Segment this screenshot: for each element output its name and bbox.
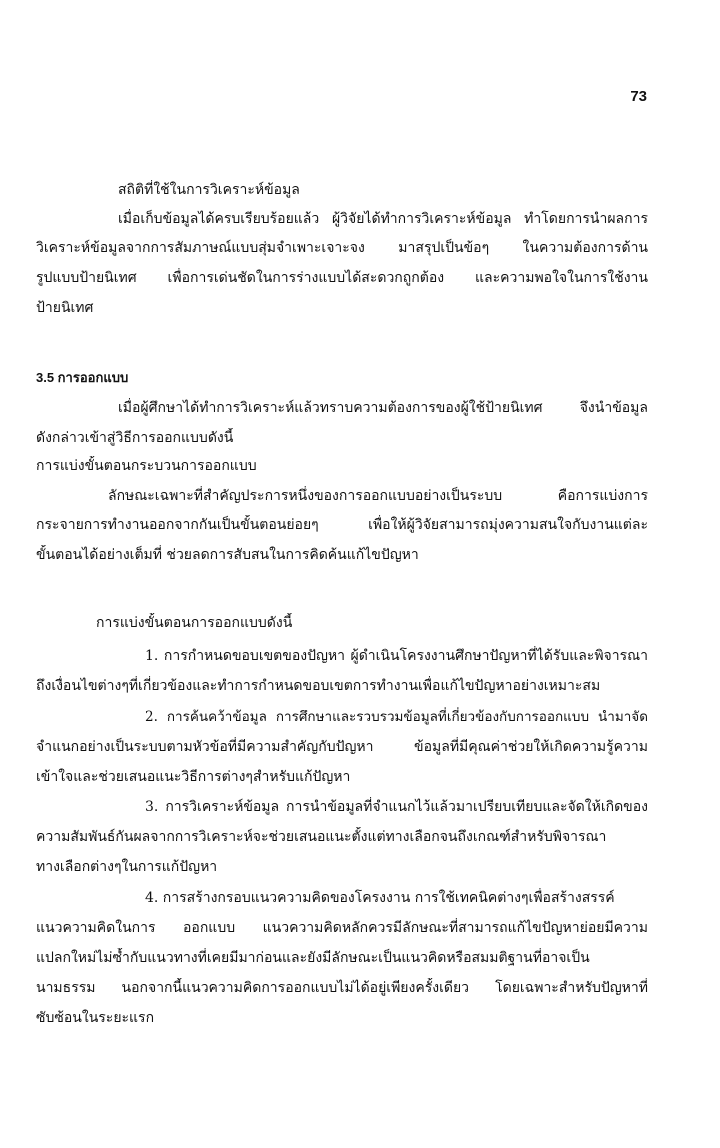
design-line-1: เมื่อผู้ศึกษาได้ทำการวิเคราะห์แล้วทราบความต้องการของผู้ใช้ป้ายนิเทศ จึงนำข้อมูล <box>118 400 648 416</box>
step-3-line-1: 3. การวิเคราะห์ข้อมูล การนำข้อมูลที่จำแนกไว้แล้วมาเปรียบเทียบและจัดให้เกิดของ <box>145 799 648 815</box>
step-1-line-1: 1. การกำหนดขอบเขตของปัญหา ผู้ดำเนินโครงงานศึกษาปัญหาที่ได้รับและพิจารณา <box>145 648 648 664</box>
step-4-line-5: ซับซ้อนในระยะแรก <box>36 1010 155 1026</box>
design-para-line-3: ขั้นตอนได้อย่างเต็มที่ ช่วยลดการสับสนในการคิดค้นแก้ไขปัญหา <box>36 547 419 563</box>
step-4-line-2: แนวความคิดในการ ออกแบบ แนวความคิดหลักควรมีลักษณะที่สามารถแก้ไขปัญหาย่อยมีความ <box>36 920 648 936</box>
stats-line-4: ป้ายนิเทศ <box>36 300 94 316</box>
step-3-line-2: ความสัมพันธ์กันผลจากการวิเคราะห์จะช่วยเสนอแนะตั้งแต่ทางเลือกจนถึงเกณฑ์สำหรับพิจารณา <box>36 829 607 845</box>
step-2-line-3: เข้าใจและช่วยเสนอแนะวิธีการต่างๆสำหรับแก้ปัญหา <box>36 769 351 785</box>
stats-title: สถิติที่ใช้ในการวิเคราะห์ข้อมูล <box>118 182 300 198</box>
stats-line-3: รูปแบบป้ายนิเทศ เพื่อการเด่นชัดในการร่างแบบได้สะดวกถูกต้อง และความพอใจในการใช้งาน <box>36 270 648 286</box>
section-heading: 3.5 การออกแบบ <box>36 370 129 385</box>
step-3-line-3: ทางเลือกต่างๆในการแก้ปัญหา <box>36 859 218 875</box>
design-line-2: ดังกล่าวเข้าสู่วิธีการออกแบบดังนี้ <box>36 430 234 446</box>
step-1-line-2: ถึงเงื่อนไขต่างๆที่เกี่ยวข้องและทำการกำหนดขอบเขตการทำงานเพื่อแก้ไขปัญหาอย่างเหมาะสม <box>36 678 601 694</box>
step-4-line-1: 4. การสร้างกรอบแนวความคิดของโครงงาน การใช้เทคนิคต่างๆเพื่อสร้างสรรค์ <box>145 890 615 906</box>
stats-line-2: วิเคราะห์ข้อมูลจากการสัมภาษณ์แบบสุ่มจำเพาะเจาะจง มาสรุปเป็นข้อๆ ในความต้องการด้าน <box>36 240 648 256</box>
design-para-line-2: กระจายการทำงานออกจากกันเป็นขั้นตอนย่อยๆ เพื่อให้ผู้วิจัยสามารถมุ่งความสนใจกับงานแต่ละ <box>36 517 648 533</box>
step-2-line-1: 2. การค้นคว้าข้อมูล การศึกษาและรวบรวมข้อมูลที่เกี่ยวข้องกับการออกแบบ นำมาจัด <box>145 709 648 725</box>
stats-line-1: เมื่อเก็บข้อมูลได้ครบเรียบร้อยแล้ว ผู้วิจัยได้ทำการวิเคราะห์ข้อมูล ทำโดยการนำผลการ <box>118 211 648 227</box>
step-2-line-2: จำแนกอย่างเป็นระบบตามหัวข้อที่มีความสำคัญกับปัญหา ข้อมูลที่มีคุณค่าช่วยให้เกิดความรู้ความ <box>36 739 648 755</box>
steps-intro: การแบ่งขั้นตอนการออกแบบดังนี้ <box>96 615 293 631</box>
page-number: 73 <box>630 88 647 105</box>
design-subheading: การแบ่งขั้นตอนกระบวนการออกแบบ <box>36 458 257 474</box>
design-para-line-1: ลักษณะเฉพาะที่สำคัญประการหนึ่งของการออกแบบอย่างเป็นระบบ คือการแบ่งการ <box>108 488 648 504</box>
step-4-line-4: นามธรรม นอกจากนี้แนวความคิดการออกแบบไม่ได้อยู่เพียงครั้งเดียว โดยเฉพาะสำหรับปัญหาที่ <box>36 980 648 996</box>
step-4-line-3: แปลกใหม่ไม่ซ้ำกับแนวทางที่เคยมีมาก่อนและยังมีลักษณะเป็นแนวคิดหรือสมมติฐานที่อาจเป็น <box>36 950 590 966</box>
